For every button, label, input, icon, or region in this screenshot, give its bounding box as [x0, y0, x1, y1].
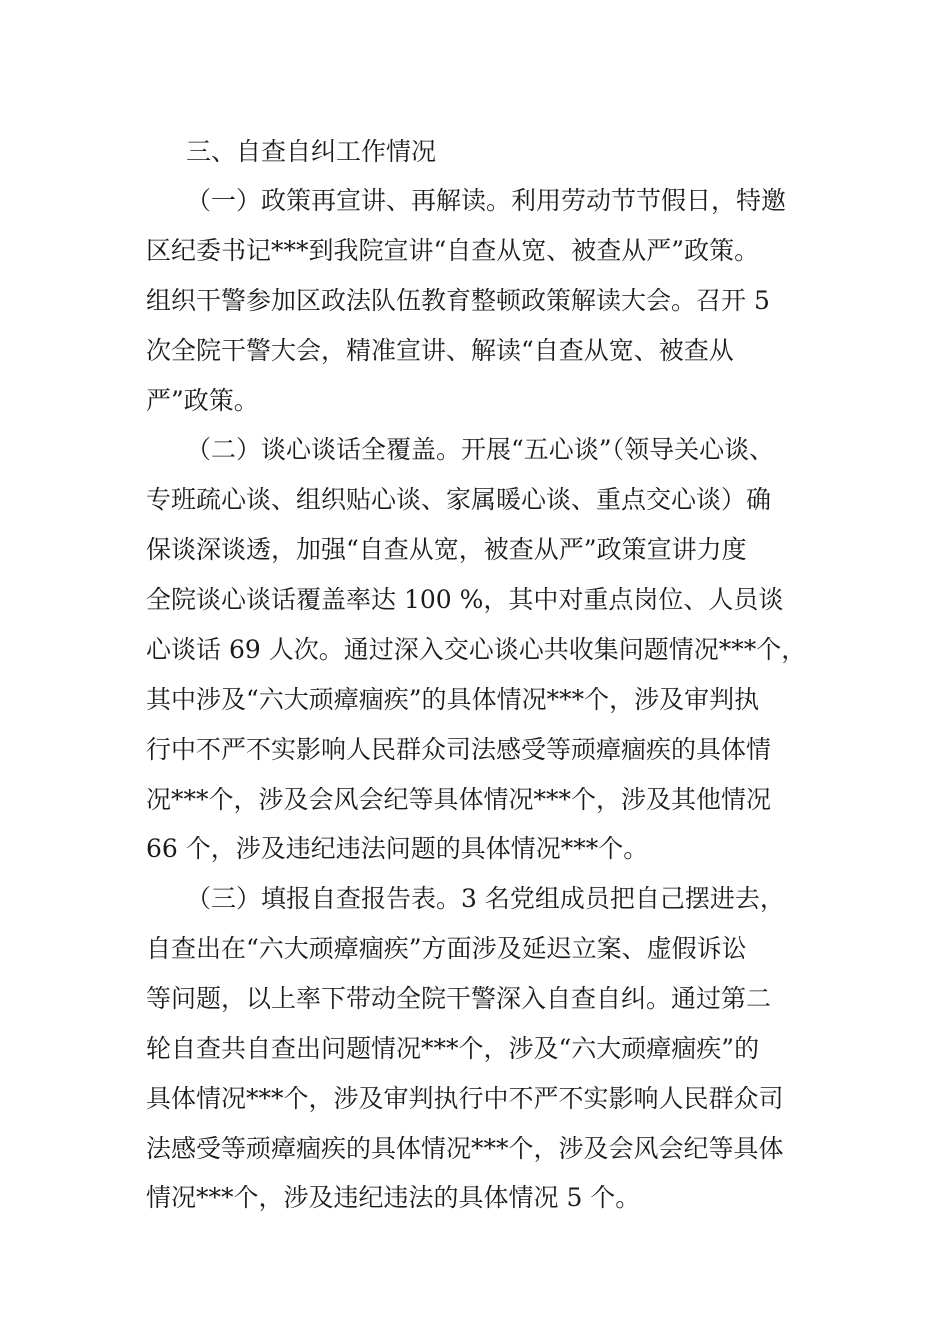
paragraph-line: 行中不严不实影响人民群众司法感受等顽瘴痼疾的具体情 [146, 735, 772, 764]
paragraph-line: 严”政策。 [146, 386, 259, 415]
paragraph-line: 等问题，以上率下带动全院干警深入自查自纠。通过第二 [146, 984, 772, 1013]
paragraph-line: 区纪委书记***到我院宣讲“自查从宽、被查从严”政策。 [146, 236, 760, 265]
paragraph-line: 专班疏心谈、组织贴心谈、家属暖心谈、重点交心谈）确 [146, 485, 772, 514]
paragraph-line: 次全院干警大会，精准宣讲、解读“自查从宽、被查从 [146, 336, 734, 365]
paragraph-line: 组织干警参加区政法队伍教育整顿政策解读大会。召开 5 [146, 286, 770, 315]
paragraph-line: 保谈深谈透，加强“自查从宽，被查从严”政策宣讲力度 [146, 535, 747, 564]
paragraph-line: （三）填报自查报告表。3 名党组成员把自己摆进去， [186, 884, 785, 913]
paragraph-line: 全院谈心谈话覆盖率达 100 %，其中对重点岗位、人员谈 [146, 585, 784, 614]
paragraph-line: （二）谈心谈话全覆盖。开展“五心谈”（领导关心谈、 [186, 435, 775, 464]
paragraph-line: 具体情况***个，涉及审判执行中不严不实影响人民群众司 [146, 1084, 784, 1113]
paragraph-line: 法感受等顽瘴痼疾的具体情况***个，涉及会风会纪等具体 [146, 1134, 784, 1163]
paragraph-line: 情况***个，涉及违纪违法的具体情况 5 个。 [146, 1183, 641, 1212]
paragraph-line: （一）政策再宣讲、再解读。利用劳动节节假日，特邀 [186, 186, 787, 215]
paragraph-line: 66 个，涉及违纪违法问题的具体情况***个。 [146, 834, 649, 863]
paragraph-line: 轮自查共自查出问题情况***个，涉及“六大顽瘴痼疾”的 [146, 1034, 760, 1063]
paragraph-line: 自查出在“六大顽瘴痼疾”方面涉及延迟立案、虚假诉讼 [146, 934, 747, 963]
paragraph-line: 心谈话 69 人次。通过深入交心谈心共收集问题情况***个， [146, 635, 807, 664]
section-heading: 三、自查自纠工作情况 [186, 137, 437, 166]
paragraph-line: 况***个，涉及会风会纪等具体情况***个，涉及其他情况 [146, 785, 772, 814]
paragraph-line: 其中涉及“六大顽瘴痼疾”的具体情况***个，涉及审判执 [146, 685, 760, 714]
